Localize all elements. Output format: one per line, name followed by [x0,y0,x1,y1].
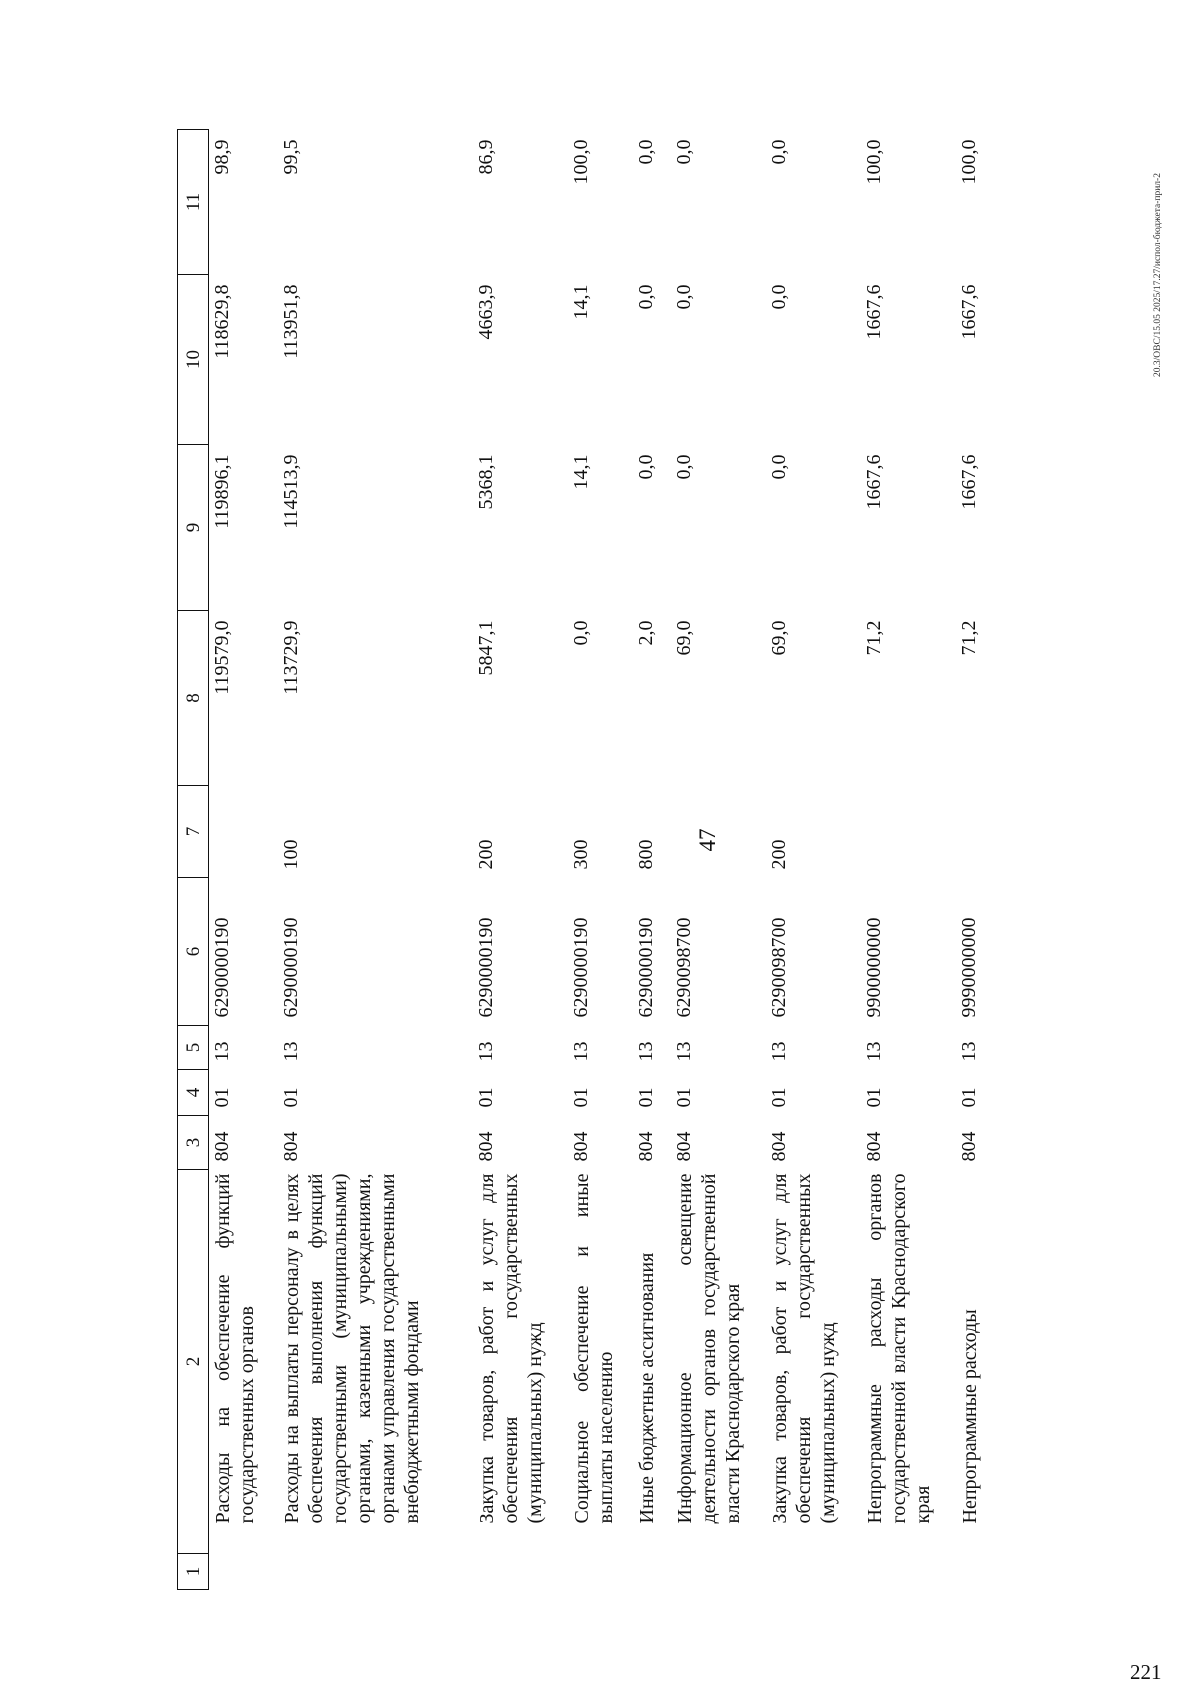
cell-section: 01 [569,1087,592,1108]
cell-expense-type: 800 [634,839,657,870]
cell-expense-type: 100 [279,839,302,870]
cell-section: 01 [957,1087,980,1108]
cell-approved: 119579,0 [211,620,233,695]
cell-section: 01 [474,1087,497,1108]
cell-executed: 0,0 [634,284,657,310]
cell-grbs: 804 [672,1131,695,1162]
cell-index [564,1554,629,1590]
cell-target: 6290000190 [569,917,592,1018]
cell-subsection: 13 [279,1041,302,1062]
table-row [274,130,469,1590]
cell-executed: 1667,6 [957,284,980,340]
cell-approved: 69,0 [672,620,695,656]
cell-section: 01 [279,1087,302,1108]
cell-target: 6290000190 [474,917,497,1018]
rotated-table-container [177,130,1021,1590]
cell-percent: 86,9 [474,139,497,175]
cell-target: 6290098700 [767,917,790,1018]
cell-target: 9990000000 [957,917,980,1018]
cell-description: Закупка товаров, работ и услуг для обеспечения государственных (муниципальных) нужд [768,1173,839,1524]
cell-expense-type [667,786,762,878]
cell-grbs: 804 [767,1131,790,1162]
cell-grbs: 804 [862,1131,885,1162]
cell-refined: 0,0 [634,454,657,480]
cell-description: Расходы на выплаты персоналу в целях обеспечения выполнения функций государственными (муниципальными) органами, казенными учреждениями, органами управления государственными внебюджетными фондами [280,1173,423,1524]
cell-percent: 99,5 [279,139,302,175]
cell-refined: 0,0 [767,454,790,480]
header-cell-10: 10 [178,275,209,445]
header-cell-9: 9 [178,445,209,611]
cell-index [762,1554,857,1590]
cell-executed: 1667,6 [862,284,885,340]
cell-description: Социальное обеспечение и иные выплаты населению [570,1173,617,1524]
table-row [762,130,857,1590]
cell-section: 01 [634,1087,657,1108]
cell-percent: 100,0 [569,139,592,185]
cell-description: Расходы на обеспечение функций государственных органов [212,1173,258,1524]
cell-subsection: 13 [211,1041,233,1062]
table-row [952,130,990,1590]
cell-subsection: 13 [862,1041,885,1062]
cell-expense-type: 200 [767,839,790,870]
cell-target: 6290000190 [211,917,233,1018]
cell-subsection: 13 [767,1041,790,1062]
cell-subsection: 13 [672,1041,695,1062]
cell-executed: 118629,8 [211,284,233,359]
cell-subsection: 13 [634,1041,657,1062]
cell-description: Непрограммные расходы [958,1309,981,1524]
cell-refined: 1667,6 [862,454,885,510]
cell-refined: 114513,9 [279,454,302,529]
table-row [667,130,762,1590]
cell-index [274,1554,469,1590]
header-cell-4: 4 [178,1070,209,1116]
cell-section: 01 [767,1087,790,1108]
header-cell-1: 1 [178,1554,209,1590]
cell-target: 6290000190 [634,917,657,1018]
cell-section: 01 [862,1087,885,1108]
cell-approved: 113729,9 [279,620,302,695]
cell-index [857,1554,952,1590]
cell-executed: 0,0 [767,284,790,310]
cell-grbs: 804 [211,1131,233,1162]
cell-executed: 0,0 [672,284,695,310]
cell-refined: 119896,1 [211,454,233,529]
cell-grbs: 804 [569,1131,592,1162]
cell-description: Информационное освещение деятельности органов государственной власти Краснодарского края [673,1173,744,1524]
header-cell-6: 6 [178,878,209,1026]
cell-percent: 100,0 [862,139,885,185]
cell-index [667,1554,762,1590]
cell-refined: 1667,6 [957,454,980,510]
table-row [629,130,667,1590]
header-cell-8: 8 [178,611,209,786]
table-row [564,130,629,1590]
cell-executed: 113951,8 [279,284,302,359]
cell-approved: 71,2 [862,620,885,656]
header-cell-5: 5 [178,1026,209,1070]
table-header-row [178,130,209,1590]
cell-index [209,1554,274,1590]
budget-table [177,129,990,1590]
cell-percent: 98,9 [211,139,233,175]
cell-target: 9900000000 [862,917,885,1018]
file-code: 20.3/ОВС/15.05 2025/17.27/испол-бюджета-прил-2 [1153,173,1163,377]
cell-expense-type [209,786,274,878]
cell-description: Иные бюджетные ассигнования [635,1252,658,1524]
cell-approved: 71,2 [957,620,980,656]
header-cell-2: 2 [178,1170,209,1554]
header-cell-7: 7 [178,786,209,878]
cell-subsection: 13 [957,1041,980,1062]
cell-expense-type [952,786,990,878]
cell-section: 01 [672,1087,695,1108]
cell-percent: 100,0 [957,139,980,185]
cell-index [629,1554,667,1590]
page-number-bottom: 221 [1130,1660,1162,1684]
table-row [209,130,274,1590]
cell-expense-type [857,786,952,878]
cell-subsection: 13 [474,1041,497,1062]
cell-approved: 5847,1 [474,620,497,676]
table-row [857,130,952,1590]
cell-percent: 0,0 [672,139,695,165]
cell-approved: 0,0 [569,620,592,646]
cell-description: Закупка товаров, работ и услуг для обеспечения государственных (муниципальных) нужд [475,1173,546,1524]
header-cell-11: 11 [178,130,209,275]
cell-approved: 2,0 [634,620,657,646]
cell-refined: 5368,1 [474,454,497,510]
cell-description: Непрограммные расходы органов государственной власти Краснодарского края [863,1173,934,1524]
cell-executed: 14,1 [569,284,592,320]
cell-approved: 69,0 [767,620,790,656]
cell-grbs: 804 [634,1131,657,1162]
cell-executed: 4663,9 [474,284,497,340]
cell-refined: 14,1 [569,454,592,490]
cell-index [469,1554,564,1590]
cell-section: 01 [211,1087,233,1108]
cell-percent: 0,0 [634,139,657,165]
cell-refined: 0,0 [672,454,695,480]
cell-expense-type: 300 [569,839,592,870]
header-cell-3: 3 [178,1116,209,1170]
cell-target: 6290098700 [672,917,695,1018]
cell-grbs: 804 [957,1131,980,1162]
cell-expense-type: 200 [474,839,497,870]
cell-index [952,1554,990,1590]
cell-subsection: 13 [569,1041,592,1062]
cell-target: 6290000190 [279,917,302,1018]
cell-grbs: 804 [279,1131,302,1162]
cell-grbs: 804 [474,1131,497,1162]
cell-percent: 0,0 [767,139,790,165]
page-number-top: 47 [695,828,720,852]
table-row [469,130,564,1590]
